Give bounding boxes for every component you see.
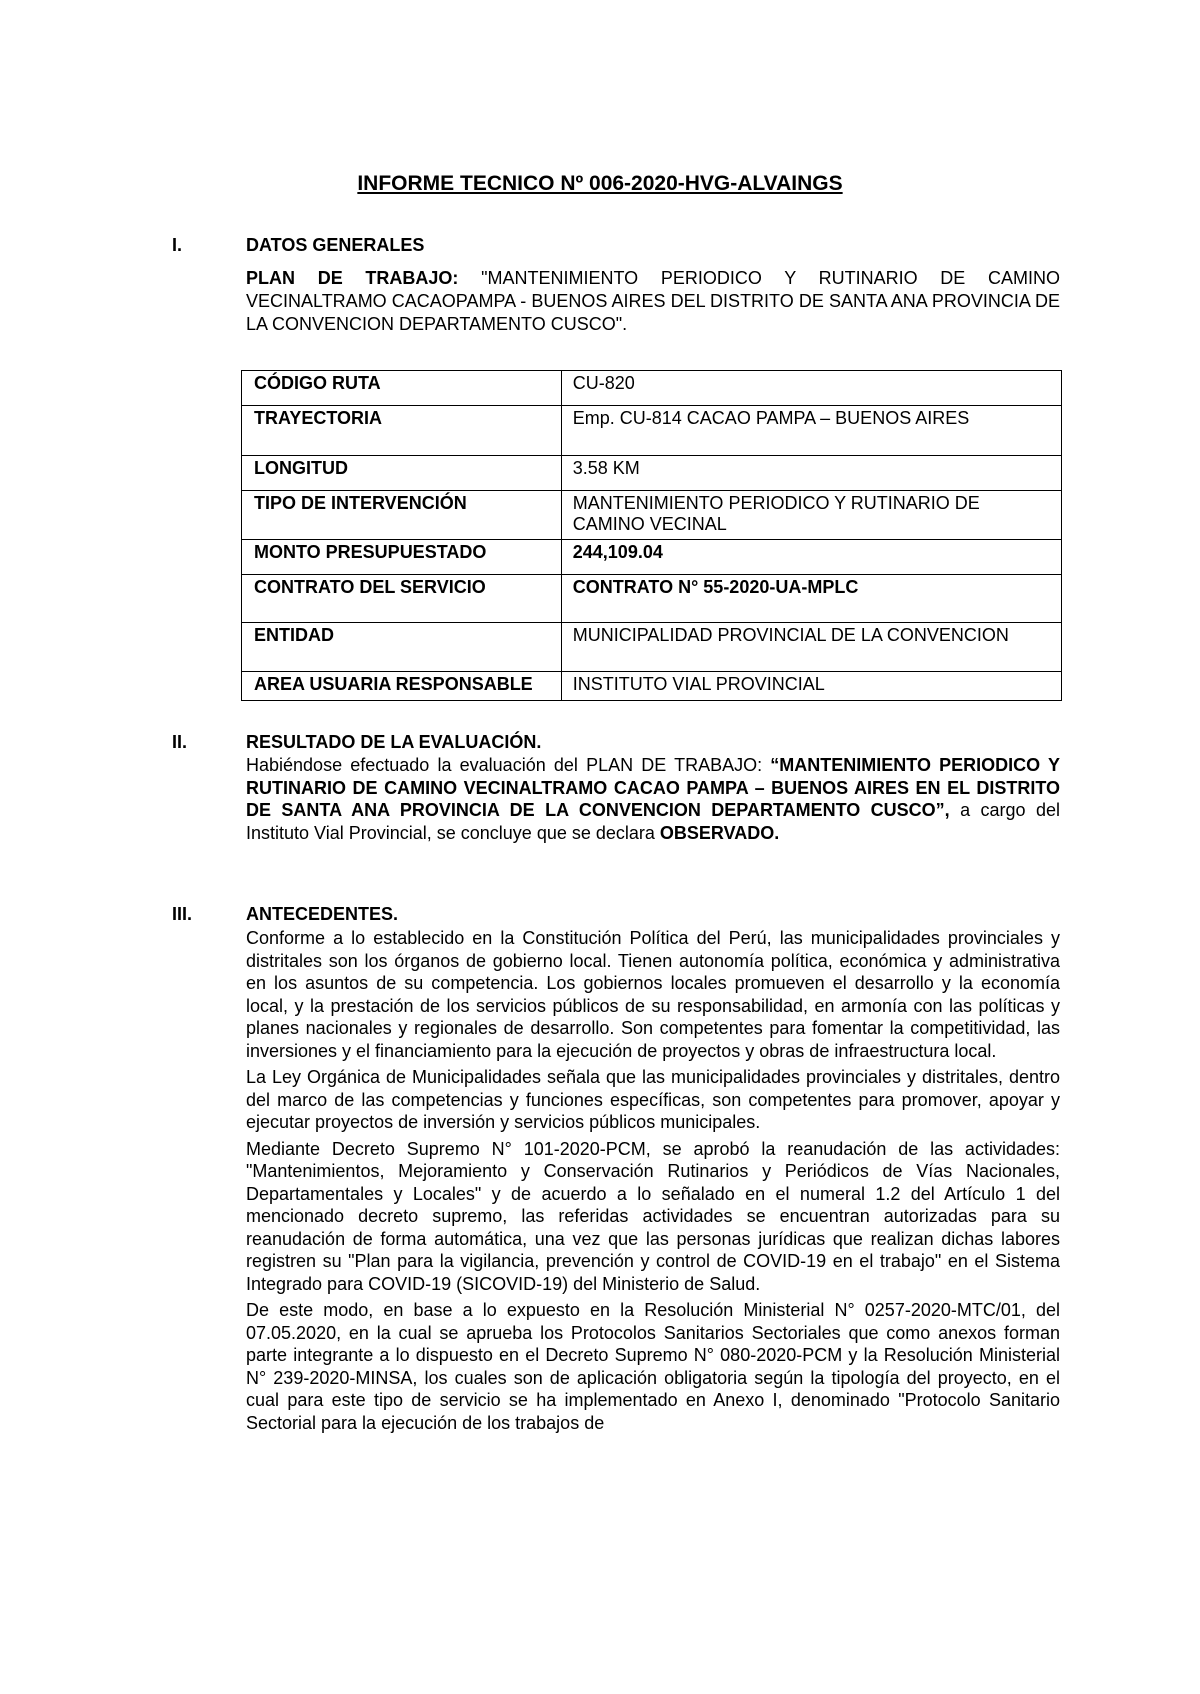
table-row	[242, 575, 1062, 623]
resultado-status: OBSERVADO.	[659, 822, 780, 843]
table-row	[242, 371, 1062, 406]
table-value: CU-820	[561, 371, 1061, 406]
table-value: Emp. CU-814 CACAO PAMPA – BUENOS AIRES	[561, 406, 1061, 456]
table-value: INSTITUTO VIAL PROVINCIAL	[561, 672, 1061, 701]
antecedentes-paragraph-3: Mediante Decreto Supremo N° 101-2020-PCM, se aprobó la reanudación de las actividades: "Mantenimientos, Mejoramiento y Conservación Rutinarios y Periódicos de Vías Nacionales, Departamentales y Locales" y de acuerdo a lo señalado en el numeral 1.2 del Artículo 1 del mencionado decreto supremo, las referidas actividades se encuentran autorizadas para su reanudación de forma automática, una vez que las personas jurídicas que realizan dichas labores registren su "Plan para la vigilancia, prevención y control de COVID-19 en el trabajo" en el Sistema Integrado para COVID-19 (SICOVID-19) del Ministerio de Salud.	[246, 1138, 1060, 1294]
resultado-text-2: a cargo del Instituto Vial Provincial, se concluye que se declara	[246, 800, 1060, 843]
section-3-title: ANTECEDENTES.	[246, 904, 399, 924]
table-value: MANTENIMIENTO PERIODICO Y RUTINARIO DE CAMINO VECINAL	[561, 491, 1061, 540]
datos-generales-table	[241, 370, 1062, 701]
table-row	[242, 623, 1062, 672]
plan-label: PLAN DE TRABAJO:	[246, 268, 459, 288]
plan-text: "MANTENIMIENTO PERIODICO Y RUTINARIO DE CAMINO VECINALTRAMO CACAOPAMPA - BUENOS AIRES DEL DISTRITO DE SANTA ANA PROVINCIA DE LA CONVENCION DEPARTAMENTO CUSCO".	[246, 268, 1060, 334]
antecedentes-body	[246, 927, 1060, 1438]
table-key: ENTIDAD	[242, 623, 562, 672]
section-1-title: DATOS GENERALES	[246, 235, 425, 255]
resultado-plan-name: “MANTENIMIENTO PERIODICO Y RUTINARIO DE CAMINO VECINALTRAMO CACAO PAMPA – BUENOS AIRES EN EL DISTRITO DE SANTA ANA PROVINCIA DE LA CONVENCION DEPARTAMENTO CUSCO”,	[246, 755, 1060, 820]
table-row	[242, 456, 1062, 491]
table-row	[242, 406, 1062, 456]
plan-de-trabajo-paragraph	[246, 267, 1060, 336]
section-1-number: I.	[172, 235, 183, 255]
table-key: CÓDIGO RUTA	[242, 371, 562, 406]
section-3-number: III.	[172, 904, 193, 924]
section-2-title: RESULTADO DE LA EVALUACIÓN.	[246, 732, 542, 752]
resultado-text-1: Habiéndose efectuado la evaluación del PLAN DE TRABAJO:	[246, 755, 771, 775]
table-value: CONTRATO N° 55-2020-UA-MPLC	[561, 575, 1061, 623]
table-key: AREA USUARIA RESPONSABLE	[242, 672, 562, 701]
table-key: LONGITUD	[242, 456, 562, 491]
antecedentes-paragraph-4: De este modo, en base a lo expuesto en la Resolución Ministerial N° 0257-2020-MTC/01, del 07.05.2020, en la cual se aprueba los Protocolos Sanitarios Sectoriales que como anexos forman parte integrante a lo dispuesto en el Decreto Supremo N° 080-2020-PCM y la Resolución Ministerial N° 239-2020-MINSA, los cuales son de aplicación obligatoria según la tipología del proyecto, en el cual para este tipo de servicio se ha implementado en Anexo I, denominado "Protocolo Sanitario Sectorial para la ejecución de los trabajos de	[246, 1300, 1060, 1433]
section-2-number: II.	[172, 732, 188, 752]
table-value: 3.58 KM	[561, 456, 1061, 491]
table-value: 244,109.04	[561, 540, 1061, 575]
table-key: TIPO DE INTERVENCIÓN	[242, 491, 562, 540]
antecedentes-paragraph-1: Conforme a lo establecido en la Constitución Política del Perú, las municipalidades provinciales y distritales son los órganos de gobierno local. Tienen autonomía política, económica y administrativa en los asuntos de su competencia. Los gobiernos locales promueven el desarrollo y la economía local, y la prestación de los servicios públicos de su responsabilidad, en armonía con las políticas y planes nacionales y regionales de desarrollo. Son competentes para fomentar la competitividad, las inversiones y el financiamiento para la ejecución de proyectos y obras de infraestructura local.	[246, 928, 1060, 1061]
antecedentes-paragraph-2: La Ley Orgánica de Municipalidades señala que las municipalidades provinciales y distritales, dentro del marco de las competencias y funciones específicas, son competentes para promover, apoyar y ejecutar proyectos de inversión y servicios públicos municipales.	[246, 1067, 1060, 1132]
table-row	[242, 672, 1062, 701]
table-key: TRAYECTORIA	[242, 406, 562, 456]
table-key: CONTRATO DEL SERVICIO	[242, 575, 562, 623]
table-row	[242, 491, 1062, 540]
document-title: INFORME TECNICO Nº 006-2020-HVG-ALVAINGS	[357, 172, 843, 195]
table-key: MONTO PRESUPUESTADO	[242, 540, 562, 575]
table-row	[242, 540, 1062, 575]
table-value: MUNICIPALIDAD PROVINCIAL DE LA CONVENCION	[561, 623, 1061, 672]
resultado-paragraph	[246, 754, 1060, 844]
